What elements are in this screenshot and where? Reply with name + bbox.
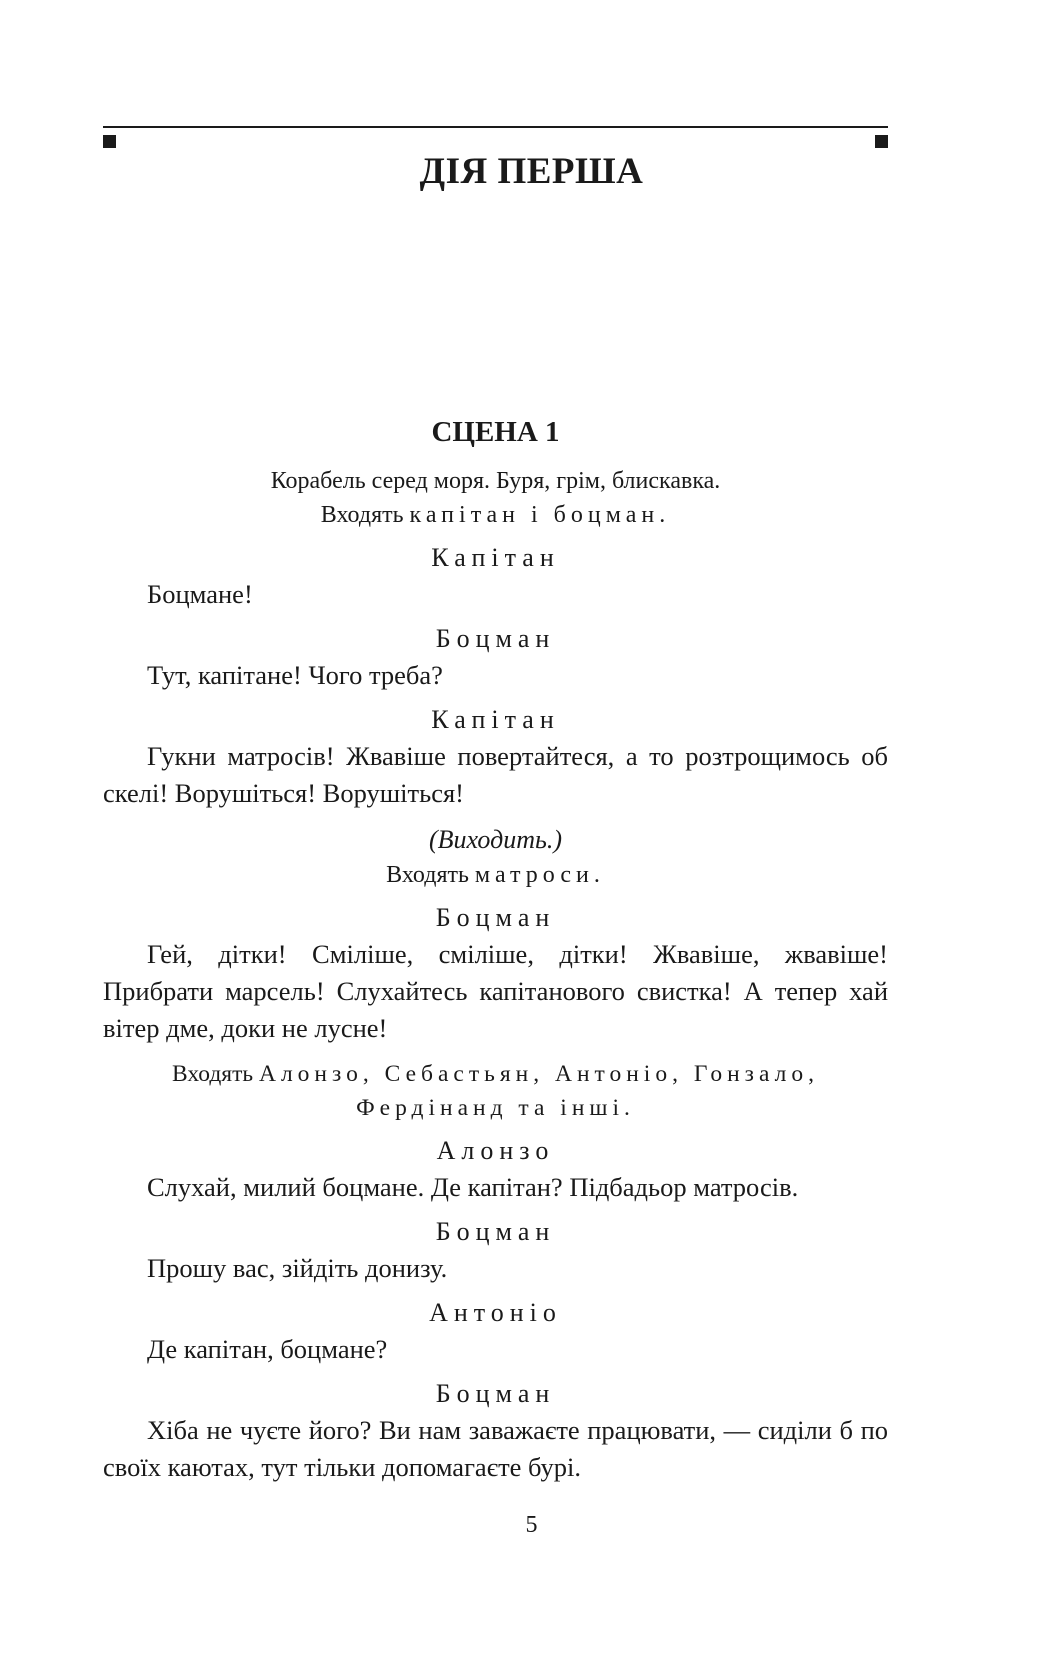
setting-line-2-characters: капітан і боцман. [409,502,671,528]
setting-line-2-prefix: Входять [320,502,410,528]
act-title: ДІЯ ПЕРША [419,151,644,192]
speaker-name: Боцман [435,903,556,932]
entry-prefix: Входять [172,1061,259,1087]
scene-content [103,412,888,1486]
speech-line: Прошу вас, зійдіть донизу. [147,1253,448,1283]
speaker-name: Боцман [435,1379,556,1408]
speech-line: Боцмане! [147,579,253,609]
scene-title: СЦЕНА 1 [431,416,560,448]
entry-nobles-line-1 [103,1057,888,1091]
entry-characters: матроси. [474,862,605,888]
speech-line: Де капітан, боцмане? [147,1334,388,1364]
speech-line: Хіба не чуєте його? Ви нам заважаєте працювати, — сиділи б по своїх каютах, тут тільки допомагаєте бурі. [103,1415,888,1482]
speech-line: Гей, дітки! Сміліше, сміліше, дітки! Жвавіше, жвавіше! Прибрати марсель! Слухайтесь капітанового свистка! А тепер хай вітер дме, доки не лусне! [103,939,888,1043]
stage-direction-entry-sailors [103,858,888,892]
stage-direction-exit: (Виходить.) [428,825,562,854]
speaker-name: Капітан [431,705,560,734]
speaker-name: Боцман [435,1217,556,1246]
speech-line: Тут, капітане! Чого треба? [147,660,443,690]
ornament-square-left [103,135,116,148]
speech-line: Гукни матросів! Жвавіше повертайтеся, а то розтрощимось об скелі! Ворушіться! Ворушіться! [103,741,888,808]
speaker-name: Антоніо [429,1298,562,1327]
setting-line-1: Корабель серед моря. Буря, грім, блискавка. [270,468,721,494]
entry-nobles-line-2: Фердінанд та інші. [356,1095,635,1121]
ornament-square-right [875,135,888,148]
entry-prefix: Входять [386,862,475,888]
setting-line-2 [103,498,888,532]
speaker-name: Алонзо [436,1136,555,1165]
page-number: 5 [525,1512,538,1538]
speech-line: Слухай, милий боцмане. Де капітан? Підбадьор матросів. [147,1172,799,1202]
speaker-name: Капітан [431,543,560,572]
header-rule [103,126,888,128]
stage-direction-entry-nobles [103,1057,888,1125]
entry-characters: Алонзо, Себастьян, Антоніо, Гонзало, [258,1061,819,1087]
speaker-name: Боцман [435,624,556,653]
